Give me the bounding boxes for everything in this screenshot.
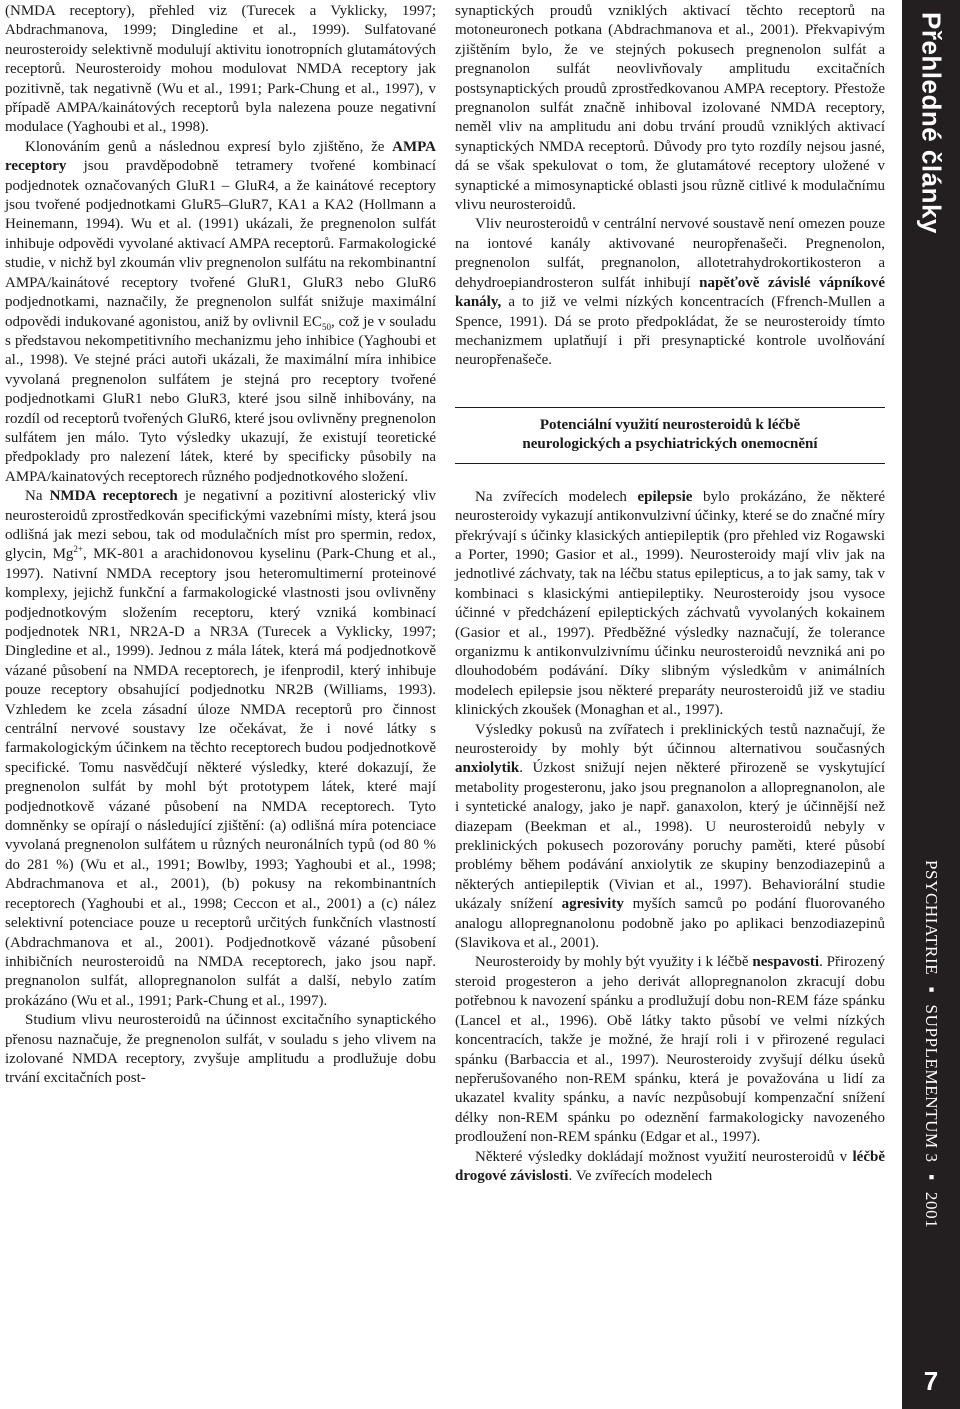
left-column (5, 2, 436, 1089)
right-column (455, 2, 885, 1186)
text-run: Klonováním genů a následnou expresí bylo zjištěno, že (25, 138, 393, 155)
text-run: 2+ (73, 544, 83, 555)
text-run: (NMDA receptory), přehled viz (Turecek a Vyklicky, 1997; Abdrachmanova, 1999; Dingledine et al., 1999). Sulfatované neurosteroidy selektivně modulují aktivitu ionotropních glutamátových receptorů. Neurosteroidy mohou modulovat NMDA receptory jak pozitivně, tak negativně (Wu et al., 1991; Park-Chung et al., 1997), v případě AMPA/kainátových receptorů byla nalezena pouze negativní modulace (Yaghoubi et al., 1998). (5, 3, 436, 136)
text-run: . Ve zvířecích modelech (568, 1167, 713, 1184)
paragraph (5, 138, 436, 487)
sidebar-band (902, 0, 960, 1409)
right-column-top (455, 2, 885, 371)
text-run: 50 (321, 321, 331, 332)
text-run: jsou pravděpodobně tetramery tvořené kombinací podjednotek označovaných GluR1 – GluR4, a že kainátové receptory jsou tvořené podjednotkami GluR5–GluR7, KA1 a KA2 (Hollmann a Heinemann, 1994). Wu et al. (1991) ukázali, že pregnenolon sulfát inhibuje odpovědi vyvolané aktivací AMPA receptorů. Farmakologické studie, v nichž byl zkoumán vliv pregnenolon sulfátu na rekombinantní AMPA/kainátové receptory tvořené GluR1, GluR3 nebo GluR6 podjednotkami, naznačily, že pregnenolon sulfát snižuje maximální odpovědi indukované agonistou, aniž by ovlivnil EC (5, 158, 436, 330)
section-heading-line-2: neurologických a psychiatrických onemocnění (522, 435, 818, 452)
section-heading-line-1: Potenciální využití neurosteroidů k léčbě (539, 416, 801, 433)
bold-term: léčbě drogové závislosti (455, 1148, 885, 1184)
text-run: bylo prokázáno, že některé neurosteroidy vykazují antikonvulzivní účinky, které se do značné míry překrývají s účinky klasických antiepileptik (pro přehled viz Rogawski a Porter, 1990; Gasior et al., 1999). Neurosteroidy mají vliv jak na jednotlivé záchvaty, tak na léčbu status epilepticus, a to jak samy, tak v kombinaci s klasickými antiepileptiky. Neurosteroidy jsou vysoce účinné v předcházení epileptických záchvatů vyvolaných kokainem (Gasior et al., 1997). Předběžné výsledky naznačují, že tolerance organizmu k antikonvulzivnímu účinku neurosteroidů nevzniká ani po dlouhodobém podávání. Díky slibným výsledkům v animálních modelech epilepsie jsou některé preparáty neurosteroidů již ve stadiu klinických zkoušek (Monaghan et al., 1997). (455, 488, 885, 719)
text-run: , což je v souladu s představou nekompetitivního mechanizmu jeho inhibice (Yaghoubi et al., 1998). Ve stejné práci autoři ukázali, že maximální míra inhibice vyvolaná pregnenolon sulfátem je stejná pro receptory tvořené podjednotkami GluR1 nebo GluR3, které jsou silně inhibovány, na rozdíl od receptorů tvořených GluR6, které jsou ovlivněny pregnenolon sulfátem jen málo. Tyto výsledky ukazují, že existují teoretické předpoklady pro nalezení látek, které by specificky působily na AMPA/kainatových receptorech různého podjednotkového složení. (5, 313, 436, 485)
paragraph (455, 1148, 885, 1187)
right-column-bottom (455, 488, 885, 1187)
text-run: . Přirozený steroid progesteron a jeho derivát allopregnanolon zkracují dobu potřebnou k navození spánku a prodlužují dobu non-REM fáze spánku (Lancel et al., 1996). Obě látky takto působí ve velmi nízkých koncentracích, takže je možné, že hrají roli i v přirozené regulaci spánku (Barbaccia et al., 1997). Neurosteroidy zvyšují délku úseků nepřerušovaného non-REM spánku, která je považována u lidí za ukazatel kvality spánku, a navíc nezpůsobují kompenzační snížení délky non-REM spánku po odeznění farmakologicky navozeného prodloužení non-REM spánku (Edgar et al., 1997). (455, 954, 885, 1146)
section-title-vertical (908, 0, 954, 600)
text-run: Výsledky pokusů na zvířatech i preklinických testů naznačují, že neurosteroidy by mohly být účinnou alternativou současných (455, 721, 885, 757)
bold-term: anxiolytik (455, 760, 520, 777)
section-heading (455, 407, 885, 464)
text-run: , MK-801 a arachidonovou kyselinu (Park-Chung et al., 1997). Nativní NMDA receptory jsou heteromultimerní proteinové komplexy, jejichž funkční a farmakologické vlastnosti jsou ovlivněny podjednotkovým složením receptoru, který vzniká kombinací podjednotek NR1, NR2A-D a NR3A (Turecek a Vyklicky, 1997; Dingledine et al., 1999). Jednou z mála látek, která má podjednotkově vázané působení na NMDA receptorech, je ifenprodil, který inhibuje pouze receptory obsahující podjednotku NR2B (Williams, 1993). Vzhledem ke zcela zásadní úloze NMDA receptorů pro činnost centrální nervové soustavy lze očekávat, že i nové látky s farmakologickým účinkem na těchto receptorech budou podjednotkově specifické. Tomu nasvědčují některé výsledky, které dokazují, že pregnenolon sulfát by mohl být prototypem látek, které mají podjednotkově vázané působení na NMDA receptorech. Tyto domněnky se opírají o následující zjištění: (a) odlišná míra potenciace vyvolaná pregnenolon sulfátem u různých neuronálních typů (od 80 % do 281 %) (Wu et al., 1991; Bowlby, 1993; Yaghoubi et al., 1998; Abdrachmanova et al., 2001), (b) pokusy na rekombinantních receptorech (Yaghoubi et al., 1998; Ceccon et al., 2001) a (c) nález selektivní potenciace pouze u receptorů určitých funkčních vlastností (Abdrachmanova et al., 2001). Podjednotkově vázané působení inhibičních neurosteroidů na NMDA receptorech, jako jsou např. pregnanolon sulfát, allopregnanolon sulfát a další, nebylo zatím prokázáno (Wu et al., 1991; Park-Chung et al., 1997). (5, 546, 436, 1009)
text-run: Studium vlivu neurosteroidů na účinnost excitačního synaptického přenosu naznačuje, že pregnenolon sulfát, v souladu s jeho vlivem na izolované NMDA receptory, zvyšuje amplitudu a prodlužuje dobu trvání excitačních post- (5, 1012, 436, 1087)
text-run: Vliv neurosteroidů v centrální nervové soustavě není omezen pouze na iontové kanály aktivované neuropřenašeči. Pregnenolon, pregnenolon sulfát, pregnanolon, allotetrahydrokortikosteron a dehydroepiandrosteron sulfát inhibují (455, 216, 885, 291)
bold-term: AMPA receptory (5, 138, 436, 175)
paragraph (455, 721, 885, 954)
journal-name: PSYCHIATRIE ▪ SUPPLEMENTUM 3 ▪ 2001 (922, 860, 941, 1229)
paragraph (455, 488, 885, 721)
bold-term: agresivity (561, 896, 624, 913)
bold-term: NMDA receptorech (49, 488, 178, 505)
bold-term: epilepsie (637, 488, 693, 505)
text-run: Některé výsledky dokládají možnost využití neurosteroidů v (475, 1148, 853, 1165)
page-number: 7 (923, 1366, 939, 1396)
text-run: a to již ve velmi nízkých koncentracích (Ffrench-Mullen a Spence, 1991). Dá se proto předpokládat, že se neurosteroidy tímto mechanizmem uplatňují i při presynaptické kontrole uvolňování neuropřenašeče. (455, 294, 885, 369)
paragraph (5, 1011, 436, 1089)
text-run: synaptických proudů vzniklých aktivací těchto receptorů na motoneuronech potkana (Abdrachmanova et al., 2001). Překvapivým zjištěním bylo, že ve stejných pokusech pregnenolon sulfát a pregnanolon sulfát neovlivňovaly amplitudu excitačních postsynaptických proudů zprostředkovanou AMPA receptory. Přestože pregnanolon sulfát značně inhiboval izolované NMDA receptory, neměl vliv na amplitudu ani dobu trvání proudů vzniklých aktivací synaptických NMDA receptorů. Důvody pro tyto rozdíly nejsou jasné, dá se však spekulovat o tom, že glutamátové receptory uložené v synaptické a mimosynaptické oblasti jsou různě citlivé k modulačnímu vlivu neurosteroidů. (455, 3, 885, 214)
text-run: Neurosteroidy by mohly být využity i k léčbě (475, 954, 753, 971)
text-run: myších samců po podání fluorovaného analogu allopregnanolonu podobně jako po aplikaci benzodiazepinů (Slavikova et al., 2001). (455, 896, 885, 952)
bold-term: napěťově závislé vápníkové kanály, (455, 274, 885, 311)
journal-name-vertical (908, 860, 954, 1260)
paragraph (5, 487, 436, 1011)
text-run: . Úzkost snižují nejen některé přirozeně se vyskytující metabolity progesteronu, jako jsou pregnanolon a allopregnanolon, ale i syntetické analogy, jako je např. ganaxolon, který je účinnější než diazepam (Beekman et al., 1998). U neurosteroidů nebyly v preklinických pokusech pozorovány poruchy paměti, které působí problémy během podávání anxiolytik ze skupiny benzodiazepinů a některých antiepileptik (Vivian et al., 1997). Behaviorální studie ukázaly snížení (455, 760, 885, 913)
paragraph (455, 2, 885, 215)
bold-term: nespavosti (752, 954, 820, 971)
section-title: Přehledné články (916, 12, 947, 234)
paragraph (455, 215, 885, 370)
text-run: je negativní a pozitivní alosterický vliv neurosteroidů zprostředkován specifickými vazebními místy, která jsou odlišná jak mezi sebou, tak od modulačních míst pro spermin, redox, glycin, Mg (5, 488, 436, 563)
paragraph (5, 2, 436, 138)
text-run: Na zvířecích modelech (475, 488, 638, 505)
text-run: Na (25, 488, 50, 505)
paragraph (455, 953, 885, 1147)
